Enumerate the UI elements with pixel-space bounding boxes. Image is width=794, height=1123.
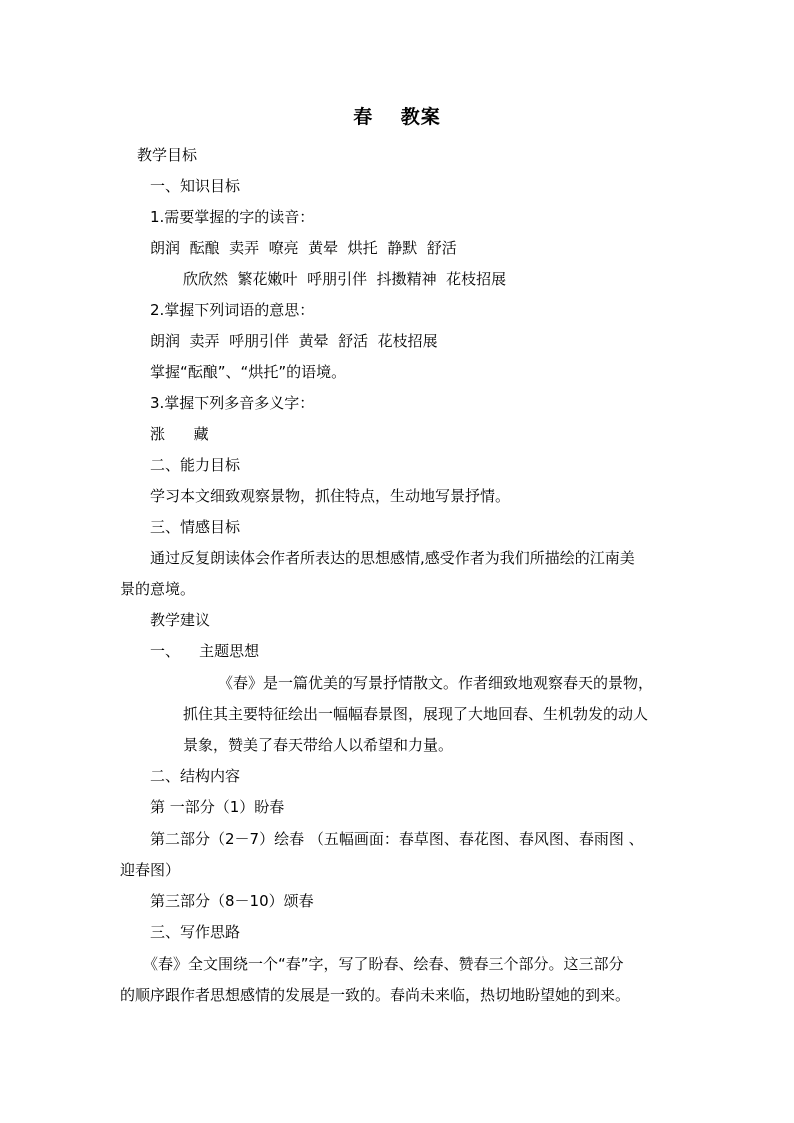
paragraph: 涨 藏 — [150, 425, 209, 443]
paragraph: 学习本文细致观察景物，抓住特点，生动地写景抒情。 — [150, 487, 511, 505]
paragraph: 抓住其主要特征绘出一幅幅春景图，展现了大地回春、生机勃发的动人 — [183, 705, 649, 723]
paragraph: 第三部分（8－10）颂春 — [150, 892, 314, 910]
section-heading: 教学建议 — [150, 611, 211, 629]
paragraph: 《春》全文围绕一个“春”字，写了盼春、绘春、赞春三个部分。这三部分 — [143, 955, 624, 973]
paragraph: 景的意境。 — [120, 580, 196, 598]
paragraph: 1.需要掌握的字的读音： — [150, 208, 315, 226]
paragraph: 朗润 酝酿 卖弄 嘹亮 黄晕 烘托 静默 舒活 — [150, 239, 457, 257]
paragraph: 2.掌握下列词语的意思： — [150, 301, 315, 319]
paragraph: 3.掌握下列多音多义字： — [150, 394, 315, 412]
paragraph: 掌握“酝酿”、“烘托”的语境。 — [150, 363, 347, 381]
paragraph: 欣欣然 繁花嫩叶 呼朋引伴 抖擞精神 花枝招展 — [183, 270, 507, 288]
subsection-heading: 二、结构内容 — [150, 767, 241, 785]
paragraph: 通过反复朗读体会作者所表达的思想感情,感受作者为我们所描绘的江南美 — [150, 549, 635, 567]
paragraph: 的顺序跟作者思想感情的发展是一致的。春尚未来临，热切地盼望她的到来。 — [120, 986, 631, 1004]
paragraph: 第 一部分（1）盼春 — [150, 798, 285, 816]
paragraph: 《春》是一篇优美的写景抒情散文。作者细致地观察春天的景物， — [218, 674, 654, 692]
subsection-heading: 三、情感目标 — [150, 518, 241, 536]
subsection-heading: 二、能力目标 — [150, 456, 241, 474]
subsection-heading: 一、 主题思想 — [150, 642, 260, 660]
page-title: 春 教案 — [353, 106, 441, 128]
section-heading: 教学目标 — [137, 146, 198, 164]
paragraph: 第二部分（2－7）绘春 （五幅画面：春草图、春花图、春风图、春雨图 、 — [150, 830, 644, 848]
subsection-heading: 一、知识目标 — [150, 177, 241, 195]
paragraph: 景象，赞美了春天带给人以希望和力量。 — [183, 736, 454, 754]
paragraph: 朗润 卖弄 呼朋引伴 黄晕 舒活 花枝招展 — [150, 332, 438, 350]
subsection-heading: 三、写作思路 — [150, 923, 241, 941]
paragraph: 迎春图） — [120, 861, 181, 879]
